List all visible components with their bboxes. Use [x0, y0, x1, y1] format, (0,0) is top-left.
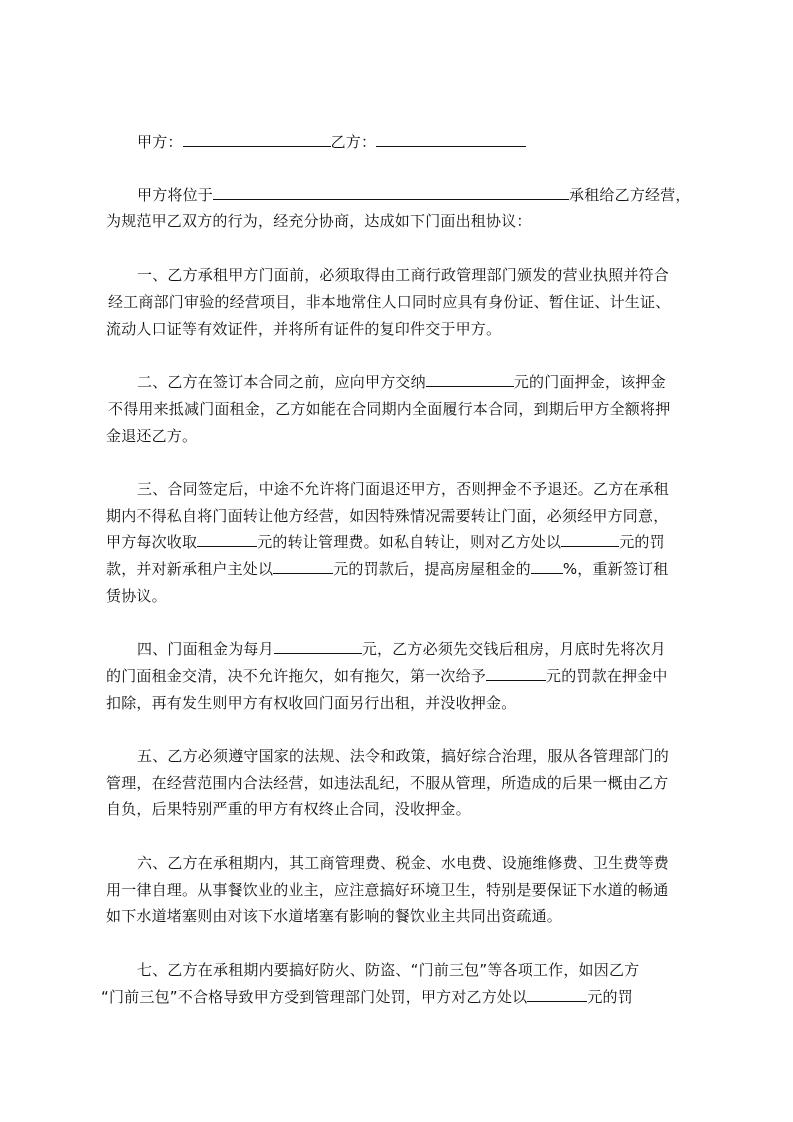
clause-4-text-1a: 四、门面租金为每月: [137, 640, 274, 658]
clause-2-text-2: 不得用来抵减门面租金，乙方如能在合同期内全面履行本合同，到期后甲方全额将押: [108, 400, 671, 418]
clause-5-line-3: [106, 799, 471, 819]
clause-2-text-3: 金退还乙方。: [106, 427, 198, 445]
clause-6-text-2: 用一律自理。从事餐饮业的业主，应注意搞好环境卫生，特别是要保证下水道的畅通: [106, 881, 669, 899]
clause-3-text-3a: 甲方每次收取: [106, 533, 198, 551]
clause-2-text-1a: 二、乙方在签订本合同之前，应向甲方交纳: [137, 373, 426, 391]
clause-1-line-1: [137, 265, 669, 285]
deposit-blank: [426, 372, 514, 387]
clause-4-line-1: [137, 639, 666, 659]
transfer-fee-blank: [197, 532, 257, 547]
new-tenant-penalty-blank: [273, 559, 333, 574]
monthly-rent-blank: [274, 639, 362, 654]
clause-4-text-1b: 元，乙方必须先交钱后租房，月底时先将次月: [361, 640, 666, 658]
clause-7-text-2b: 元的罚: [587, 988, 633, 1006]
clause-1-line-2: [108, 292, 670, 312]
clause-4-line-3: [106, 693, 516, 713]
party-b-blank: [376, 132, 526, 147]
clause-1-text-2: 经工商部门审验的经营项目，非本地常住人口同时应具有身份证、暂住证、计生证、: [108, 293, 671, 311]
clause-3-line-1: [137, 479, 669, 499]
clause-3-text-2: 期内不得私自将门面转让他方经营，如因特殊情况需要转让门面，必须经甲方同意，: [106, 507, 669, 525]
party-a-label: 甲方：: [137, 133, 183, 151]
clause-3-text-3c: 元的罚: [619, 533, 665, 551]
clause-3-line-3: [106, 532, 665, 552]
clause-7-line-1: [137, 960, 639, 980]
intro-line-2: [106, 211, 532, 231]
party-a-blank: [183, 132, 331, 147]
intro-line-1: [137, 185, 691, 205]
clause-4-text-2b: 元的罚款在押金中: [546, 667, 668, 685]
clause-7-line-2: [101, 987, 633, 1007]
intro-text-a: 甲方将位于: [137, 186, 214, 204]
rent-increase-blank: [531, 559, 563, 574]
clause-6-line-1: [137, 853, 669, 873]
clause-2-line-3: [106, 426, 197, 446]
location-blank: [213, 185, 569, 200]
clause-5-line-1: [137, 746, 669, 766]
clause-3-text-3b: 元的转让管理费。如私自转让，则对乙方处以: [257, 533, 562, 551]
clause-5-line-2: [106, 773, 668, 793]
clause-6-line-3: [106, 906, 562, 926]
parties-line: [137, 132, 526, 152]
party-b-label: 乙方：: [330, 133, 377, 151]
transfer-penalty-blank: [561, 532, 619, 547]
clause-4-text-3: 扣除，再有发生则甲方有权收回门面另行出租，并没收押金。: [106, 694, 517, 712]
clause-5-text-3: 自负，后果特别严重的甲方有权终止合同，没收押金。: [106, 800, 471, 818]
clause-3-text-5: 赁协议。: [106, 587, 167, 605]
clause-3-line-4: [106, 559, 668, 579]
clause-3-line-5: [106, 586, 167, 606]
clause-4-text-2a: 的门面租金交清，决不允许拖欠，如有拖欠，第一次给予: [106, 667, 487, 685]
late-penalty-blank: [486, 666, 546, 681]
clause-3-text-4c: %，重新签订租: [562, 560, 669, 578]
clause-7-text-2a: “门前三包”不合格导致甲方受到管理部门处罚，甲方对乙方处以: [101, 988, 528, 1006]
intro-text-2: 为规范甲乙双方的行为，经充分协商，达成如下门面出租协议：: [106, 212, 532, 230]
clause-3-text-1: 三、合同签定后，中途不允许将门面退还甲方，否则押金不予退还。乙方在承租: [137, 480, 670, 498]
clause-7-text-1: 七、乙方在承租期内要搞好防火、防盗、“门前三包”等各项工作，如因乙方: [137, 961, 640, 979]
sanitation-penalty-blank: [527, 987, 587, 1002]
clause-6-text-1: 六、乙方在承租期内，其工商管理费、税金、水电费、设施维修费、卫生费等费: [137, 854, 670, 872]
clause-6-line-2: [106, 880, 668, 900]
clause-5-text-2: 管理，在经营范围内合法经营，如违法乱纪，不服从管理，所造成的后果一概由乙方: [106, 774, 669, 792]
clause-1-line-3: [106, 319, 501, 339]
clause-3-text-4a: 款，并对新承租户主处以: [106, 560, 274, 578]
clause-1-text-3: 流动人口证等有效证件，并将所有证件的复印件交于甲方。: [106, 320, 502, 338]
clause-2-line-1: [137, 372, 666, 392]
clause-3-line-2: [106, 506, 668, 526]
clause-4-line-2: [106, 666, 668, 686]
clause-1-text-1: 一、乙方承租甲方门面前，必须取得由工商行政管理部门颁发的营业执照并符合: [137, 266, 670, 284]
clause-5-text-1: 五、乙方必须遵守国家的法规、法令和政策，搞好综合治理，服从各管理部门的: [137, 747, 670, 765]
clause-2-text-1b: 元的门面押金，该押金: [513, 373, 666, 391]
clause-2-line-2: [108, 399, 670, 419]
clause-6-text-3: 如下水道堵塞则由对该下水道堵塞有影响的餐饮业主共同出资疏通。: [106, 907, 563, 925]
clause-3-text-4b: 元的罚款后，提高房屋租金的: [333, 560, 531, 578]
intro-text-b: 承租给乙方经营，: [569, 186, 691, 204]
